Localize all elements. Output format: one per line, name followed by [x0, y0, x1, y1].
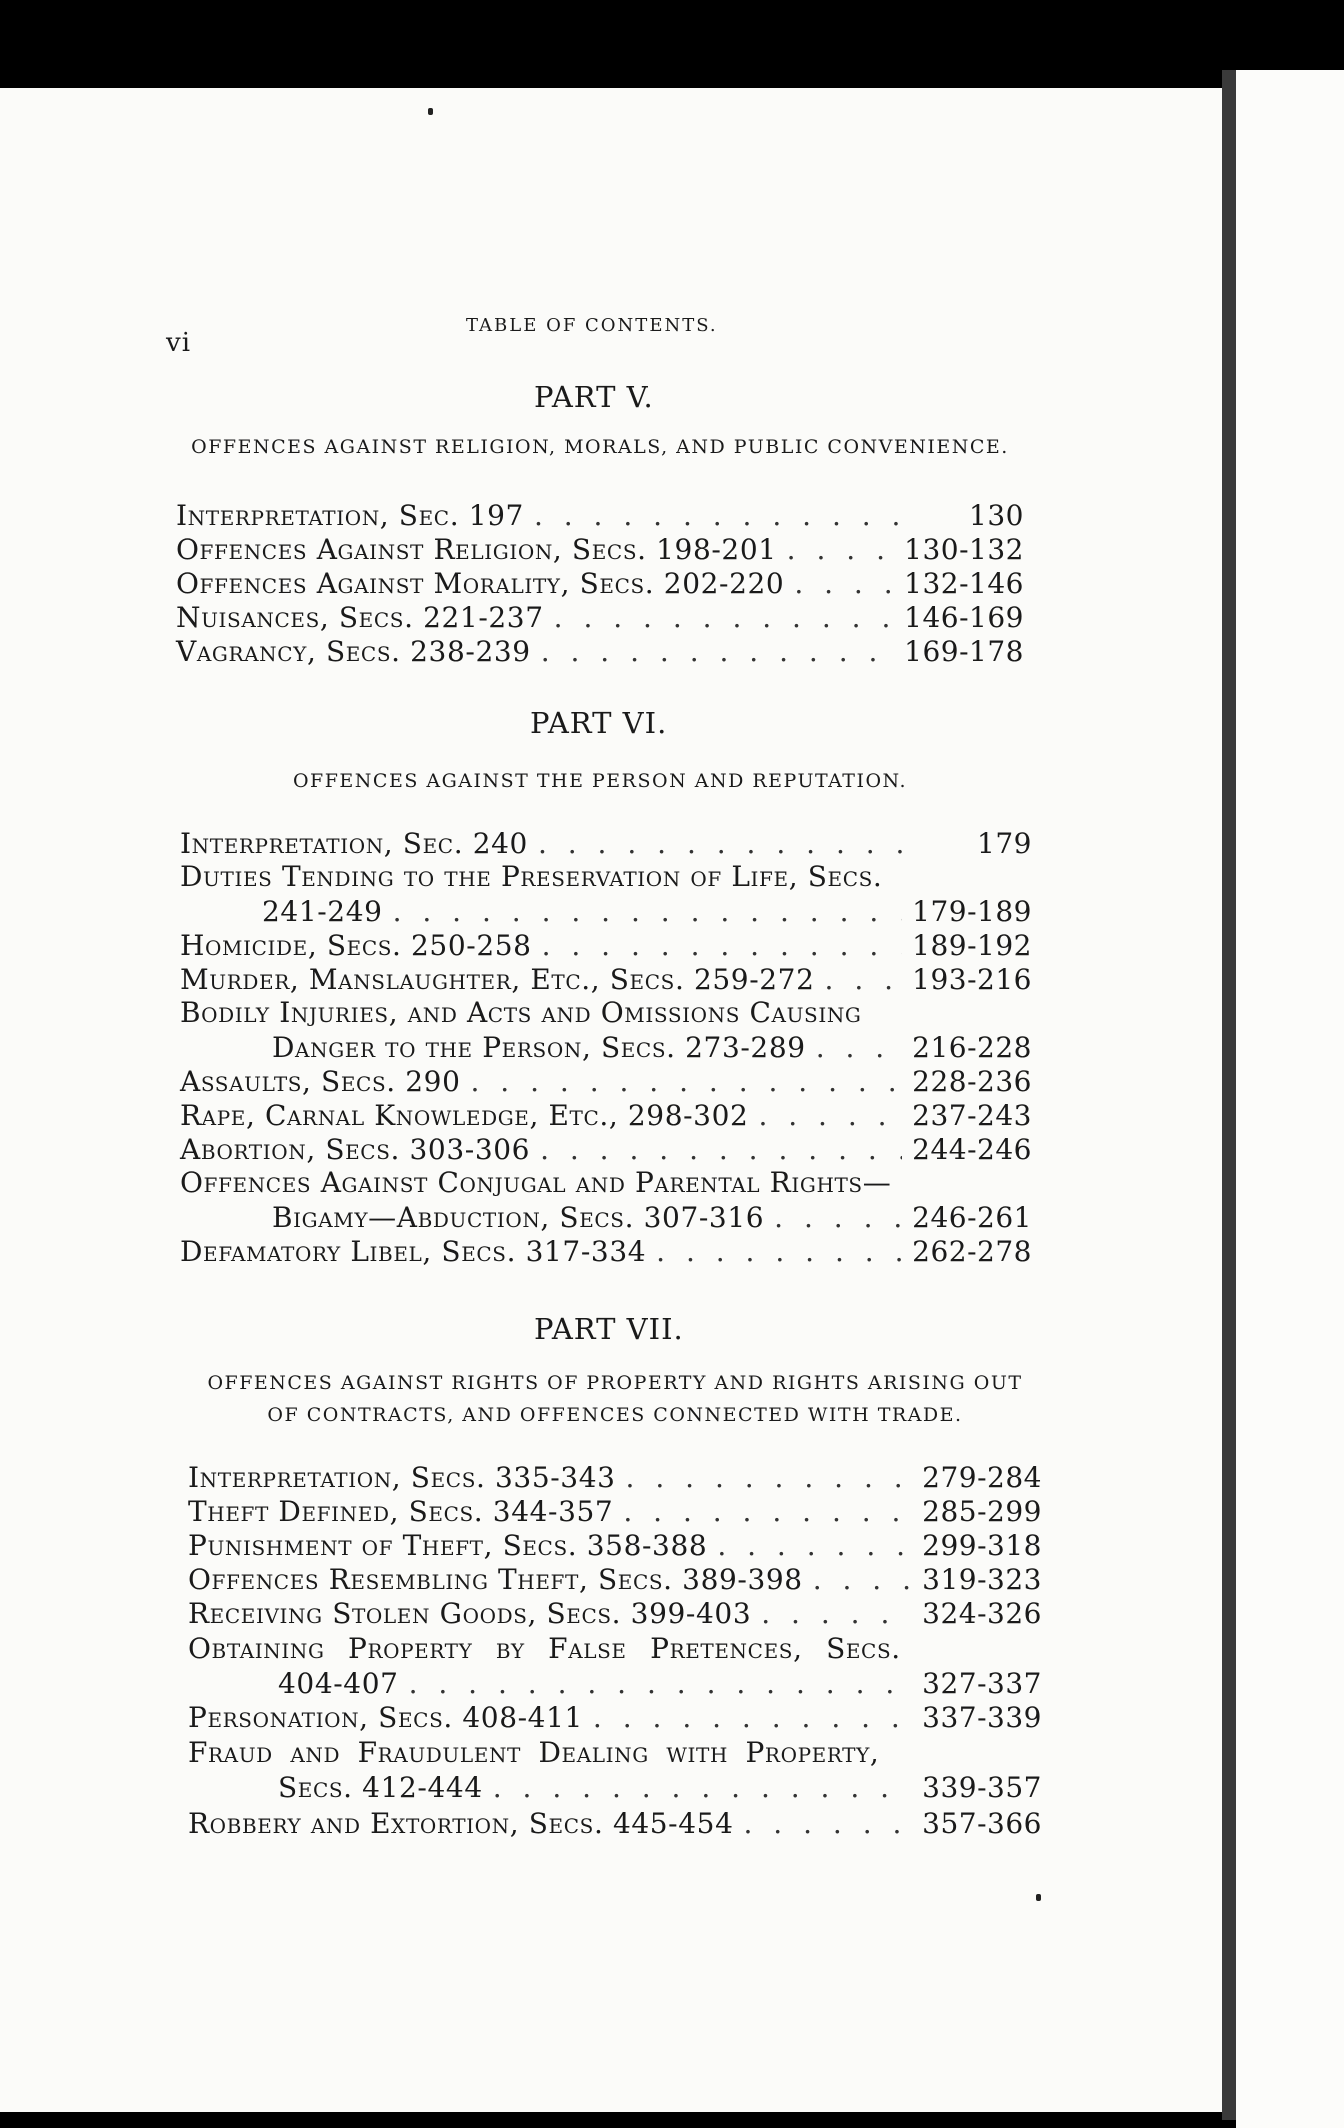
toc-entry-title: Defamatory Libel, Secs. 317-334 — [180, 1235, 647, 1268]
page-folio: vi — [166, 328, 192, 358]
dot-leader — [541, 635, 894, 668]
toc-entry-title-continued: 404-407 — [278, 1667, 399, 1700]
dot-leader — [393, 895, 903, 928]
toc-entry-title: Assaults, Secs. 290 — [180, 1065, 461, 1098]
toc-entry-pages: 279-284 — [922, 1461, 1042, 1494]
toc-entry — [180, 826, 1032, 860]
toc-entry — [188, 1494, 1042, 1528]
toc-entry — [180, 1098, 1032, 1132]
toc-entry-title: Nuisances, Secs. 221-237 — [176, 601, 544, 634]
dot-leader — [623, 1495, 912, 1528]
toc-entry-pages: 337-339 — [922, 1701, 1042, 1734]
toc-entry — [188, 1528, 1042, 1562]
dot-leader — [493, 1771, 912, 1804]
toc-entry-pages: 193-216 — [912, 963, 1032, 996]
toc-entry-title: Obtaining Property by False Pretences, Secs. — [188, 1632, 901, 1665]
toc-entry — [176, 498, 1024, 532]
part-v-subtitle: OFFENCES AGAINST RELIGION, MORALS, AND PUBLIC CONVENIENCE. — [191, 436, 1009, 458]
part-v-title: PART V. — [534, 380, 654, 414]
dot-leader — [825, 963, 903, 996]
toc-entry — [262, 894, 1032, 928]
toc-entry-title: Duties Tending to the Preservation of Life, Secs. — [180, 860, 883, 893]
part-vii-subtitle-line-2: OF CONTRACTS, AND OFFENCES CONNECTED WITH TRADE. — [267, 1404, 963, 1426]
toc-entry — [188, 1806, 1042, 1840]
part-vii-subtitle-line-1: OFFENCES AGAINST RIGHTS OF PROPERTY AND RIGHTS ARISING OUT — [207, 1372, 1023, 1394]
toc-entry-title: Abortion, Secs. 303-306 — [180, 1133, 531, 1166]
book-gutter — [1222, 70, 1236, 2120]
toc-entry — [180, 962, 1032, 996]
toc-entry — [176, 600, 1024, 634]
toc-entry-title: Punishment of Theft, Secs. 358-388 — [188, 1529, 708, 1562]
toc-entry — [180, 928, 1032, 962]
toc-entry-title: Homicide, Secs. 250-258 — [180, 929, 532, 962]
dot-leader — [774, 1201, 902, 1234]
toc-entry-pages: 319-323 — [922, 1563, 1042, 1596]
dot-leader — [758, 1099, 902, 1132]
toc-entry-pages: 228-236 — [912, 1065, 1032, 1098]
toc-entry — [188, 1700, 1042, 1734]
toc-entry-title: Offences Against Religion, Secs. 198-201 — [176, 533, 777, 566]
dot-leader — [554, 601, 895, 634]
toc-entry-title: Offences Against Morality, Secs. 202-220 — [176, 567, 785, 600]
page-speck — [1036, 1894, 1041, 1901]
toc-entry — [272, 1030, 1032, 1064]
running-head: TABLE OF CONTENTS. — [466, 315, 718, 336]
toc-entry-title: Receiving Stolen Goods, Secs. 399-403 — [188, 1597, 752, 1630]
toc-entry — [188, 1562, 1042, 1596]
toc-entry-pages: 179 — [977, 827, 1032, 860]
toc-entry-title: Interpretation, Sec. 240 — [180, 827, 528, 860]
toc-entry-title: Vagrancy, Secs. 238-239 — [176, 635, 531, 668]
toc-entry — [176, 532, 1024, 566]
toc-entry-title-continued: Bigamy—Abduction, Secs. 307-316 — [272, 1201, 765, 1234]
toc-entry-pages: 179-189 — [912, 895, 1032, 928]
dot-leader — [471, 1065, 903, 1098]
dot-leader — [540, 1133, 902, 1166]
page-speck — [428, 108, 433, 115]
toc-entry — [272, 1200, 1032, 1234]
toc-entry-pages: 285-299 — [922, 1495, 1042, 1528]
toc-entry-title: Robbery and Extortion, Secs. 445-454 — [188, 1807, 734, 1840]
dot-leader — [744, 1807, 913, 1840]
toc-entry-pages: 246-261 — [912, 1201, 1032, 1234]
toc-entry — [188, 1596, 1042, 1630]
toc-entry-pages: 130-132 — [904, 533, 1024, 566]
toc-entry-title: Murder, Manslaughter, Etc., Secs. 259-272 — [180, 963, 815, 996]
toc-entry-pages: 357-366 — [922, 1807, 1042, 1840]
dot-leader — [717, 1529, 912, 1562]
dot-leader — [794, 567, 894, 600]
toc-entry-pages: 237-243 — [912, 1099, 1032, 1132]
dot-leader — [787, 533, 894, 566]
dot-leader — [816, 1031, 902, 1064]
toc-entry-title: Bodily Injuries, and Acts and Omissions Causing — [180, 996, 862, 1029]
toc-entry-pages: 130 — [969, 499, 1024, 532]
toc-entry — [188, 1460, 1042, 1494]
toc-entry-title-continued: 241-249 — [262, 895, 383, 928]
dot-leader — [656, 1235, 902, 1268]
toc-entry-title: Rape, Carnal Knowledge, Etc., 298-302 — [180, 1099, 749, 1132]
facing-page-edge — [1236, 70, 1344, 2128]
dot-leader — [626, 1461, 913, 1494]
toc-entry-title: Offences Resembling Theft, Secs. 389-398 — [188, 1563, 803, 1596]
toc-entry-pages: 244-246 — [912, 1133, 1032, 1166]
toc-entry-pages: 189-192 — [912, 929, 1032, 962]
toc-entry-title-continued: Danger to the Person, Secs. 273-289 — [272, 1031, 806, 1064]
dot-leader — [542, 929, 903, 962]
toc-entry-pages: 146-169 — [904, 601, 1024, 634]
part-vii-title: PART VII. — [534, 1312, 684, 1346]
dot-leader — [409, 1667, 913, 1700]
toc-entry-title: Fraud and Fraudulent Dealing with Property, — [188, 1736, 880, 1769]
toc-entry — [180, 1132, 1032, 1166]
dot-leader — [761, 1597, 912, 1630]
toc-entry — [180, 1064, 1032, 1098]
toc-entry-pages: 216-228 — [912, 1031, 1032, 1064]
part-vi-subtitle: OFFENCES AGAINST THE PERSON AND REPUTATION. — [292, 770, 908, 792]
toc-entry — [176, 634, 1024, 668]
toc-entry-pages: 327-337 — [922, 1667, 1042, 1700]
toc-entry-title: Interpretation, Sec. 197 — [176, 499, 524, 532]
toc-entry-title: Offences Against Conjugal and Parental Rights— — [180, 1166, 892, 1199]
toc-entry-pages: 324-326 — [922, 1597, 1042, 1630]
toc-entry-pages: 132-146 — [904, 567, 1024, 600]
dot-leader — [813, 1563, 912, 1596]
toc-entry-pages: 339-357 — [922, 1771, 1042, 1804]
part-vi-title: PART VI. — [530, 706, 668, 740]
toc-entry-title: Theft Defined, Secs. 344-357 — [188, 1495, 614, 1528]
toc-entry-title: Personation, Secs. 408-411 — [188, 1701, 583, 1734]
toc-entry — [278, 1770, 1042, 1804]
toc-entry-pages: 262-278 — [912, 1235, 1032, 1268]
toc-entry — [180, 1234, 1032, 1268]
dot-leader — [538, 827, 910, 860]
dot-leader — [593, 1701, 912, 1734]
toc-entry-title-continued: Secs. 412-444 — [278, 1771, 483, 1804]
toc-entry-pages: 169-178 — [904, 635, 1024, 668]
toc-entry-pages: 299-318 — [922, 1529, 1042, 1562]
toc-entry — [176, 566, 1024, 600]
dot-leader — [534, 499, 902, 532]
toc-entry-title: Interpretation, Secs. 335-343 — [188, 1461, 616, 1494]
toc-entry — [278, 1666, 1042, 1700]
